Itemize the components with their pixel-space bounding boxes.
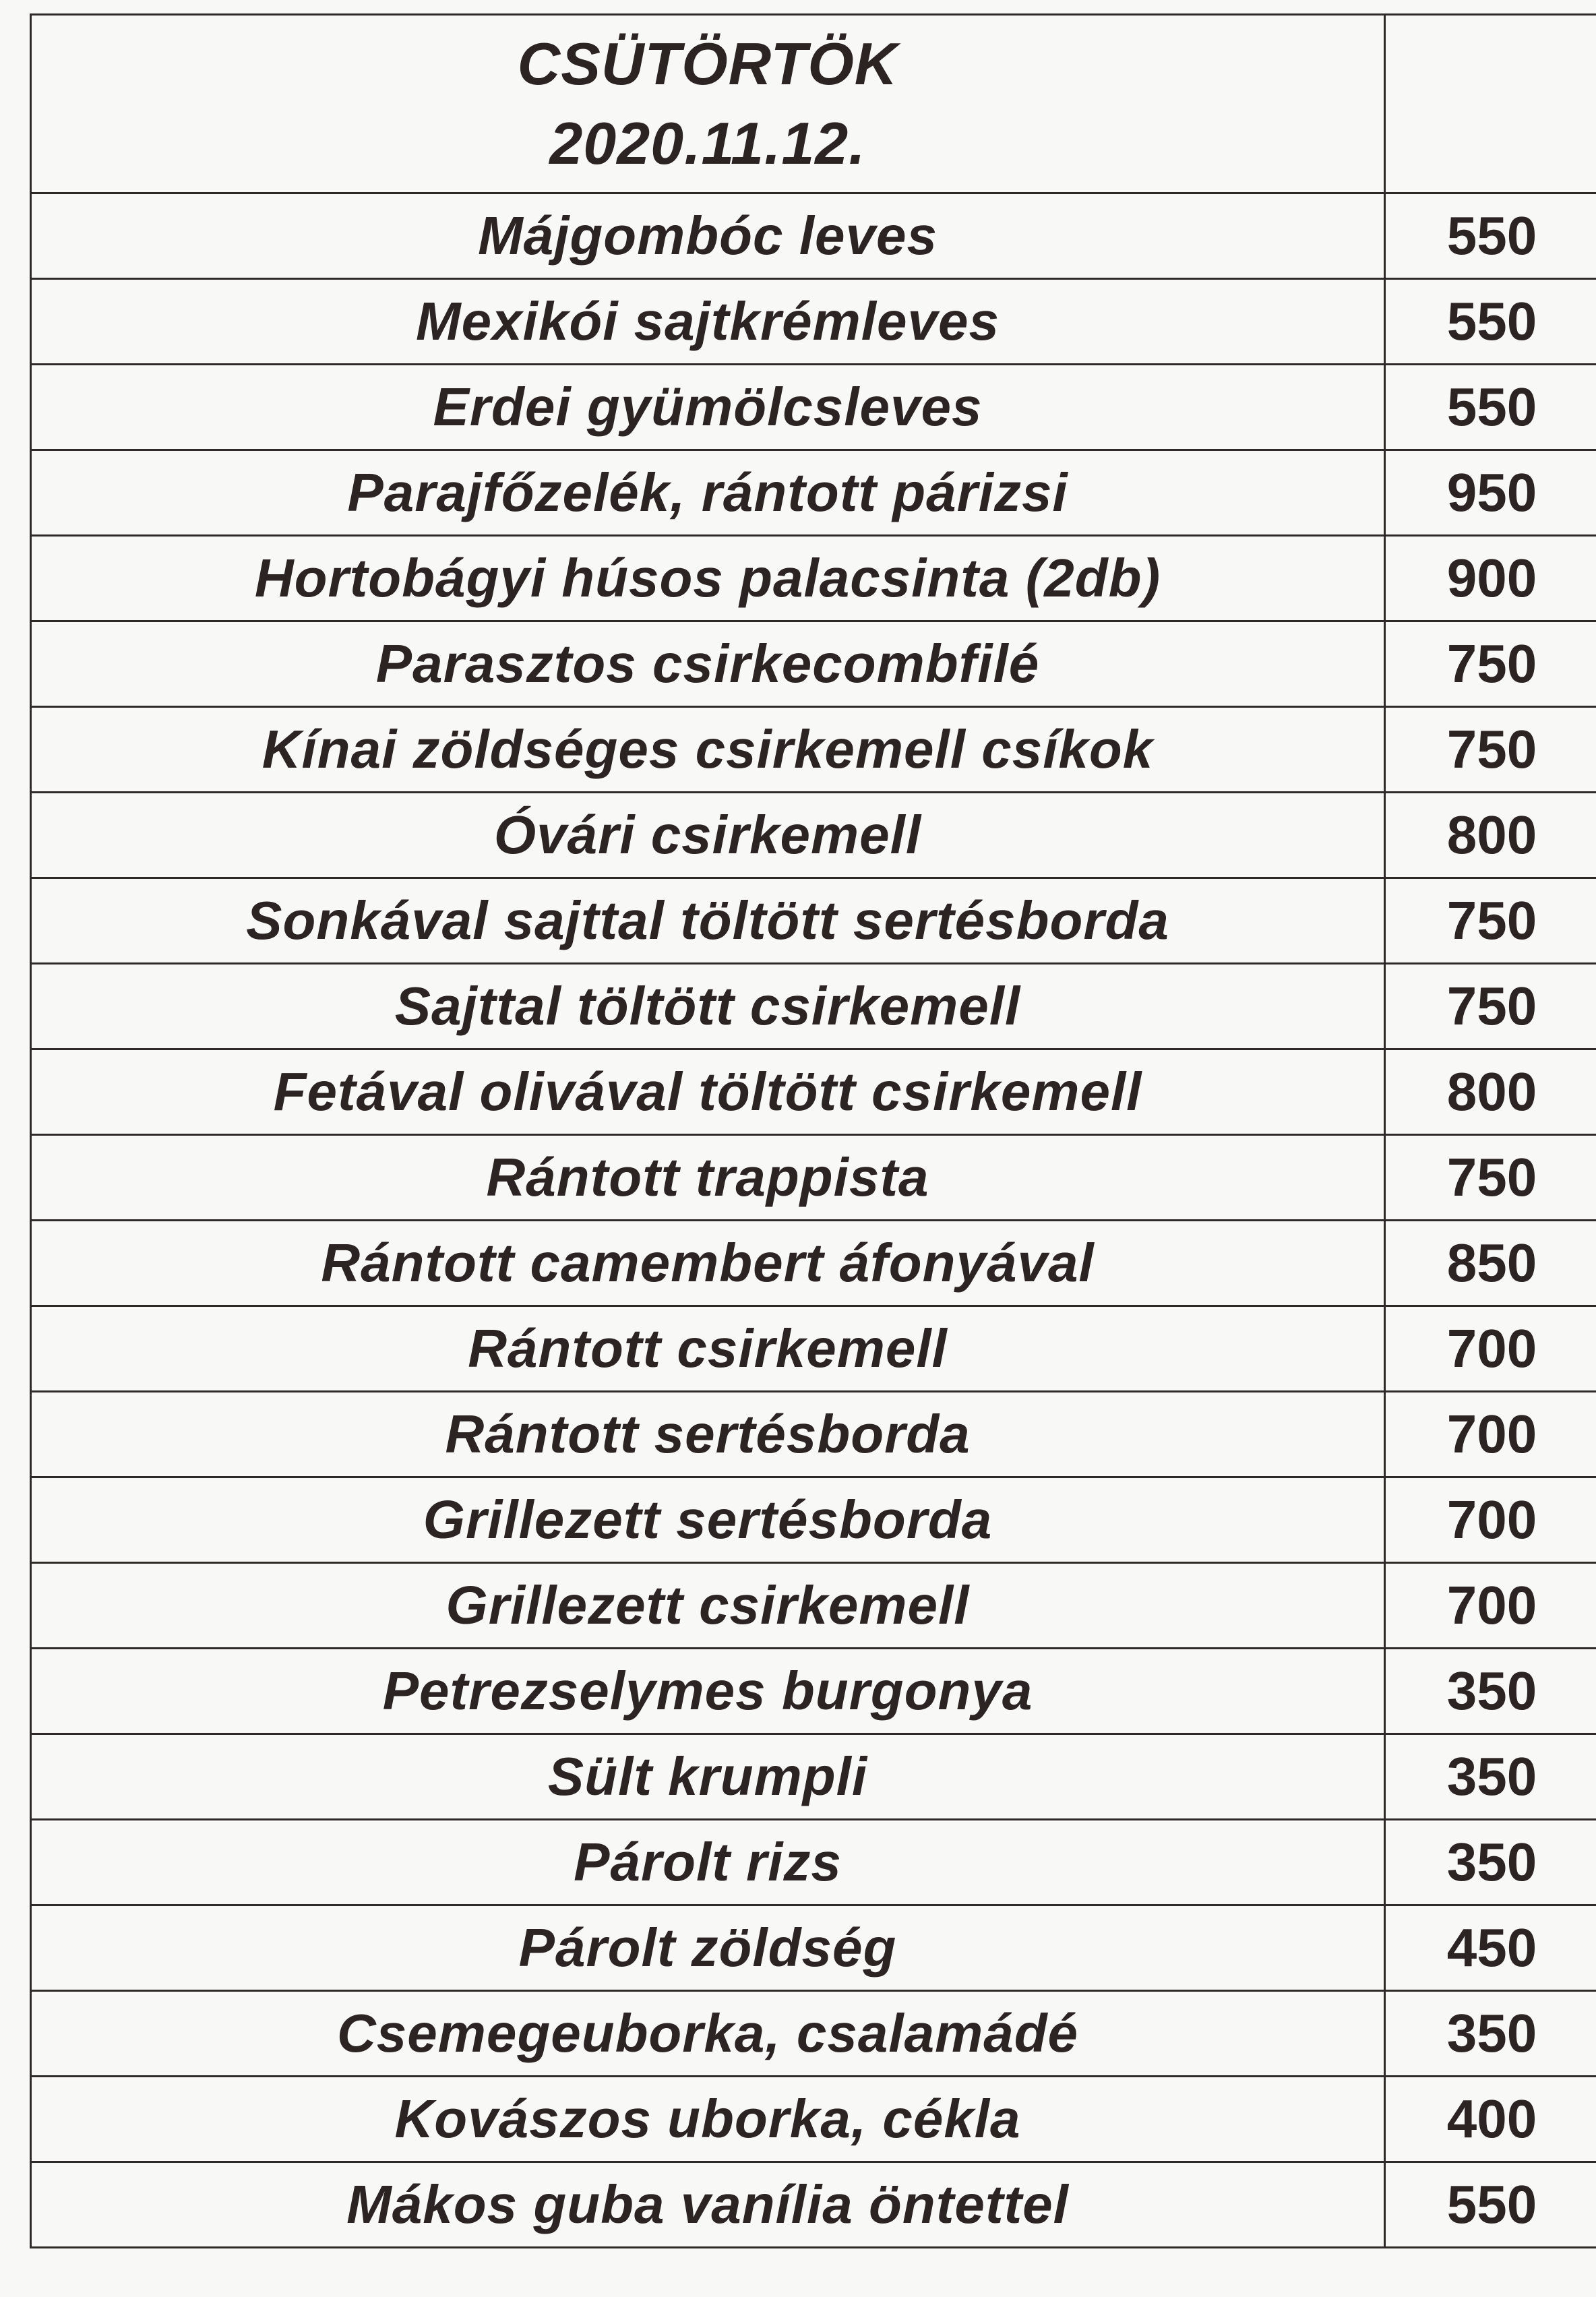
menu-item-name: Erdei gyümölcsleves <box>31 365 1385 450</box>
menu-item-name: Rántott csirkemell <box>31 1306 1385 1392</box>
menu-item-row <box>31 1820 1596 1905</box>
menu-item-price: 700 <box>1385 1477 1596 1563</box>
menu-item-row <box>31 878 1596 964</box>
menu-header-cell <box>31 15 1385 193</box>
menu-item-row <box>31 536 1596 621</box>
menu-item-price: 750 <box>1385 1135 1596 1221</box>
menu-item-price: 350 <box>1385 1820 1596 1905</box>
menu-item-price: 850 <box>1385 1221 1596 1306</box>
menu-item-price: 350 <box>1385 1649 1596 1734</box>
menu-item-row <box>31 365 1596 450</box>
menu-item-price: 750 <box>1385 707 1596 793</box>
menu-item-row <box>31 1734 1596 1820</box>
menu-item-name: Parajfőzelék, rántott párizsi <box>31 450 1385 536</box>
menu-item-price: 350 <box>1385 1734 1596 1820</box>
menu-item-row <box>31 793 1596 878</box>
menu-item-row <box>31 621 1596 707</box>
menu-day: CSÜTÖRTÖK <box>517 30 898 97</box>
menu-item-row <box>31 2162 1596 2248</box>
menu-item-row <box>31 450 1596 536</box>
menu-item-price: 400 <box>1385 2077 1596 2162</box>
menu-item-price: 750 <box>1385 964 1596 1049</box>
menu-item-name: Rántott sertésborda <box>31 1392 1385 1477</box>
menu-item-row <box>31 1905 1596 1991</box>
menu-item-price: 750 <box>1385 621 1596 707</box>
menu-item-row <box>31 1649 1596 1734</box>
menu-item-price: 550 <box>1385 193 1596 279</box>
menu-item-row <box>31 1049 1596 1135</box>
menu-item-row <box>31 1221 1596 1306</box>
menu-item-price: 350 <box>1385 1991 1596 2077</box>
menu-item-name: Sonkával sajttal töltött sertésborda <box>31 878 1385 964</box>
menu-item-name: Kínai zöldséges csirkemell csíkok <box>31 707 1385 793</box>
menu-item-row <box>31 1392 1596 1477</box>
menu-item-price: 450 <box>1385 1905 1596 1991</box>
menu-item-name: Óvári csirkemell <box>31 793 1385 878</box>
menu-item-name: Kovászos uborka, cékla <box>31 2077 1385 2162</box>
menu-item-row <box>31 279 1596 365</box>
menu-item-name: Hortobágyi húsos palacsinta (2db) <box>31 536 1385 621</box>
menu-item-row <box>31 193 1596 279</box>
menu-item-name: Grillezett csirkemell <box>31 1563 1385 1649</box>
menu-item-name: Sajttal töltött csirkemell <box>31 964 1385 1049</box>
menu-date: 2020.11.12. <box>549 110 866 177</box>
menu-item-price: 550 <box>1385 365 1596 450</box>
menu-item-row <box>31 1135 1596 1221</box>
menu-item-name: Parasztos csirkecombfilé <box>31 621 1385 707</box>
menu-item-row <box>31 1991 1596 2077</box>
menu-item-price: 800 <box>1385 793 1596 878</box>
menu-item-row <box>31 2077 1596 2162</box>
menu-item-name: Sült krumpli <box>31 1734 1385 1820</box>
menu-item-row <box>31 707 1596 793</box>
menu-header-row <box>31 15 1596 193</box>
menu-item-name: Májgombóc leves <box>31 193 1385 279</box>
menu-item-name: Mákos guba vanília öntettel <box>31 2162 1385 2248</box>
menu-item-price: 700 <box>1385 1392 1596 1477</box>
menu-item-name: Rántott camembert áfonyával <box>31 1221 1385 1306</box>
menu-item-row <box>31 1563 1596 1649</box>
menu-item-name: Csemegeuborka, csalamádé <box>31 1991 1385 2077</box>
menu-table <box>30 13 1596 2248</box>
menu-item-name: Párolt rizs <box>31 1820 1385 1905</box>
menu-item-name: Rántott trappista <box>31 1135 1385 1221</box>
menu-header-price-cell <box>1385 15 1596 193</box>
menu-item-price: 550 <box>1385 2162 1596 2248</box>
menu-item-price: 950 <box>1385 450 1596 536</box>
menu-item-name: Mexikói sajtkrémleves <box>31 279 1385 365</box>
menu-item-price: 700 <box>1385 1306 1596 1392</box>
menu-item-price: 750 <box>1385 878 1596 964</box>
menu-item-name: Grillezett sertésborda <box>31 1477 1385 1563</box>
menu-item-row <box>31 1477 1596 1563</box>
menu-item-price: 800 <box>1385 1049 1596 1135</box>
menu-item-name: Fetával olivával töltött csirkemell <box>31 1049 1385 1135</box>
menu-item-price: 700 <box>1385 1563 1596 1649</box>
menu-item-row <box>31 1306 1596 1392</box>
menu-item-price: 550 <box>1385 279 1596 365</box>
menu-item-name: Párolt zöldség <box>31 1905 1385 1991</box>
menu-item-price: 900 <box>1385 536 1596 621</box>
menu-item-name: Petrezselymes burgonya <box>31 1649 1385 1734</box>
menu-item-row <box>31 964 1596 1049</box>
